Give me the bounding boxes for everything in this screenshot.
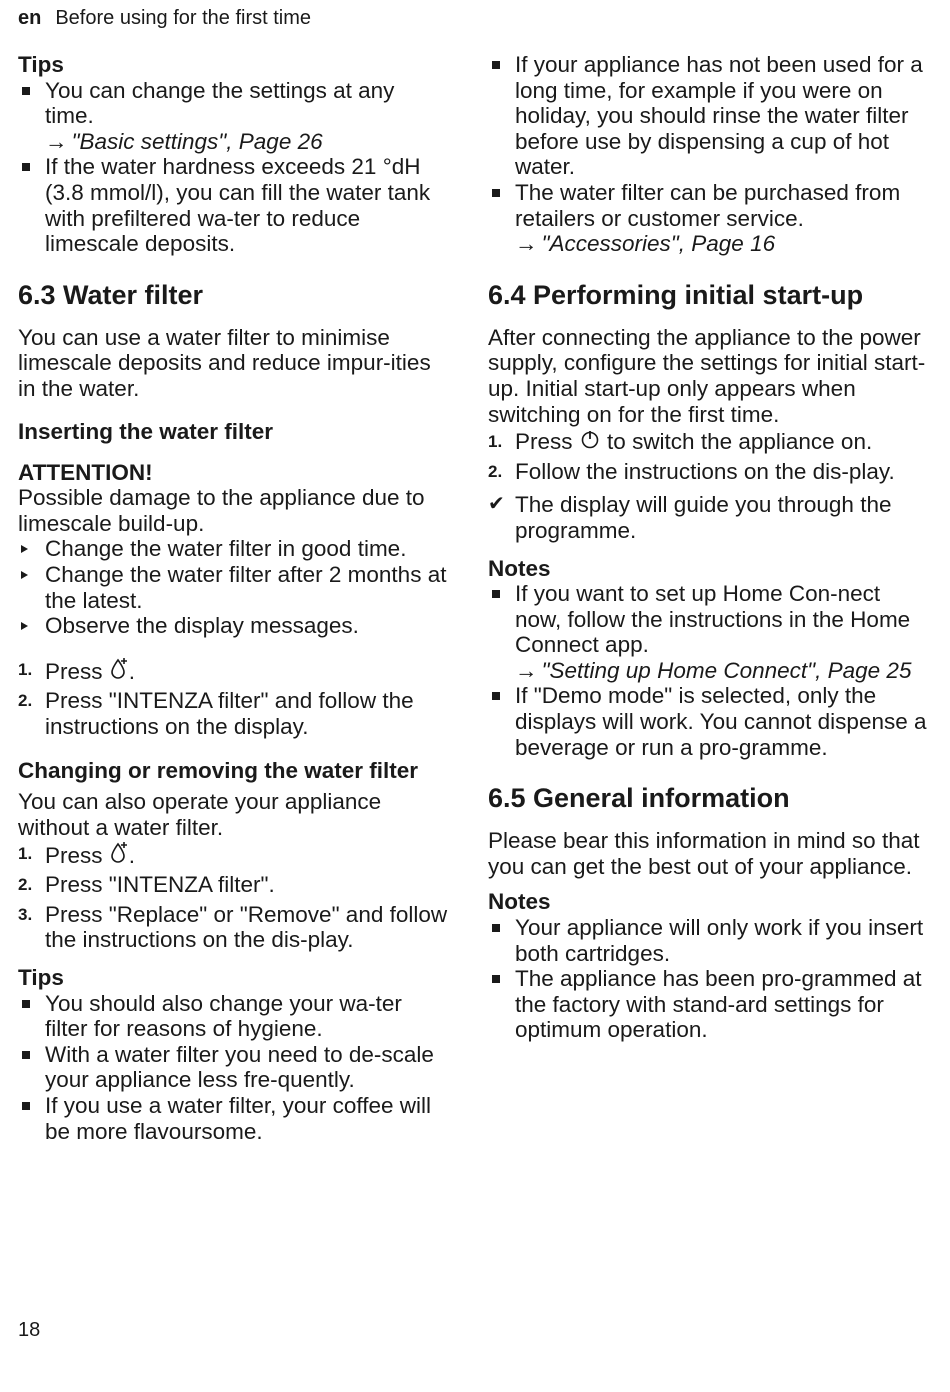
left-column <box>18 52 448 1144</box>
tip-item <box>18 991 448 1042</box>
step-text: Press <box>515 429 573 455</box>
section-title-6-3: 6.3 Water filter <box>18 279 204 310</box>
step-text-end: . <box>128 658 136 684</box>
step-text: Press <box>45 842 103 868</box>
bullet-square-icon <box>492 61 500 69</box>
attention-text: Possible damage to the appliance due to limescale build-up. <box>18 485 425 536</box>
bullet-square-icon <box>22 1102 30 1110</box>
step-text: Press "INTENZA filter" and follow the instructions on the display. <box>45 688 414 739</box>
subsection-title: Changing or removing the water filter <box>18 758 419 784</box>
step-text: Press "Replace" or "Remove" and follow the instructions on the dis-play. <box>45 901 448 953</box>
step-item <box>18 872 448 898</box>
step-number: 1. <box>18 843 33 863</box>
bullet-square-icon <box>492 590 500 598</box>
instruction-item <box>18 562 448 613</box>
step-item <box>18 902 448 953</box>
instruction-item <box>18 536 448 562</box>
bullet-square-icon <box>22 163 30 171</box>
step-item <box>18 688 448 739</box>
section-intro: Please bear this information in mind so that you can get the best out of your appliance. <box>488 828 920 879</box>
step-text-end: . <box>128 842 136 868</box>
cross-reference-text: "Basic settings", Page 26 <box>71 128 323 154</box>
tips-label: Tips <box>18 965 64 991</box>
language-code: en <box>18 7 42 29</box>
tip-text: With a water filter you need to de-scale your appliance less fre-quently. <box>45 1041 434 1093</box>
tip-item <box>18 154 448 256</box>
step-number: 2. <box>18 875 33 895</box>
triangle-bullet-icon <box>21 571 28 579</box>
check-icon: ✔ <box>488 493 505 516</box>
subsection-title: Inserting the water filter <box>18 418 274 444</box>
bullet-item <box>488 52 928 180</box>
bullet-square-icon <box>492 975 500 983</box>
tip-item <box>18 1042 448 1093</box>
bullet-square-icon <box>22 1000 30 1008</box>
triangle-bullet-icon <box>21 622 28 630</box>
step-number: 1. <box>18 659 33 679</box>
cross-reference[interactable] <box>515 658 928 684</box>
step-text: Press <box>45 658 103 684</box>
tip-item <box>18 78 448 155</box>
note-item <box>488 915 928 966</box>
note-text: If you want to set up Home Con-nect now, follow the instructions in the Home Connect app. <box>515 581 911 658</box>
result-text: The display will guide you through the programme. <box>515 492 892 543</box>
bullet-square-icon <box>492 189 500 197</box>
step-text: Press "INTENZA filter". <box>45 872 275 898</box>
instruction-text: Change the water filter after 2 months at the latest. <box>45 561 447 613</box>
bullet-square-icon <box>22 87 30 95</box>
attention-label: ATTENTION! <box>18 459 153 485</box>
page-number: 18 <box>18 1319 41 1341</box>
step-number: 1. <box>488 432 503 452</box>
tip-text: If the water hardness exceeds 21 °dH (3.8 mmol/l), you can fill the water tank with prefiltered wa-ter to reduce limescale deposits. <box>45 154 431 257</box>
note-item <box>488 966 928 1043</box>
bullet-square-icon <box>492 924 500 932</box>
right-column <box>488 52 928 1043</box>
bullet-text: The water filter can be purchased from retailers or customer service. <box>515 179 901 231</box>
bullet-square-icon <box>492 692 500 700</box>
subsection-intro: You can also operate your appliance without a water filter. <box>18 789 382 841</box>
instruction-text: Change the water filter in good time. <box>45 536 407 562</box>
step-item <box>18 841 448 869</box>
notes-label: Notes <box>488 555 551 581</box>
note-text: The appliance has been pro-grammed at the factory with stand-ard settings for optimum operation. <box>515 966 922 1043</box>
tip-item <box>18 1093 448 1144</box>
step-item <box>488 459 928 485</box>
section-intro: You can use a water filter to minimise limescale deposits and reduce impur-ities in the water. <box>18 324 431 401</box>
bullet-square-icon <box>22 1051 30 1059</box>
tip-text: You should also change your wa-ter filter for reasons of hygiene. <box>45 990 402 1042</box>
notes-label: Notes <box>488 889 551 915</box>
step-text: Follow the instructions on the dis-play. <box>515 458 895 484</box>
instruction-item <box>18 613 448 639</box>
tips-label: Tips <box>18 52 64 77</box>
step-item <box>488 429 928 455</box>
tip-text: If you use a water filter, your coffee will be more flavoursome. <box>45 1093 432 1144</box>
tip-text: You can change the settings at any time. <box>45 77 395 129</box>
triangle-bullet-icon <box>21 545 28 553</box>
step-item <box>18 657 448 685</box>
step-number: 3. <box>18 904 33 924</box>
header-title: Before using for the first time <box>55 7 312 29</box>
step-number: 2. <box>18 691 33 711</box>
note-text: Your appliance will only work if you insert both cartridges. <box>515 915 924 966</box>
step-number: 2. <box>488 461 503 481</box>
instruction-text: Observe the display messages. <box>45 613 359 639</box>
bullet-text: If your appliance has not been used for a long time, for example if you were on holiday, you should rinse the water filter before use by dispensing a cup of hot water. <box>515 52 923 180</box>
step-text-end: to switch the appliance on. <box>607 429 873 455</box>
result-item <box>488 492 928 543</box>
arrow-icon: → <box>515 231 538 257</box>
note-text: If "Demo mode" is selected, only the displays will work. You cannot dispense a beverage or run a pro-gramme. <box>515 683 927 760</box>
power-icon <box>580 429 600 449</box>
note-item <box>488 581 928 683</box>
water-filter-icon <box>110 657 128 679</box>
arrow-icon: → <box>515 657 538 683</box>
cross-reference-text: "Accessories", Page 16 <box>541 231 776 257</box>
section-title-6-4: 6.4 Performing initial start-up <box>488 279 864 310</box>
note-item <box>488 683 928 760</box>
page-header <box>18 6 311 30</box>
section-intro: After connecting the appliance to the power supply, configure the settings for initial start-up. Initial start-up only appears when switching on for the first time. <box>488 324 926 427</box>
bullet-item <box>488 180 928 257</box>
water-filter-icon <box>110 841 128 863</box>
cross-reference-text: "Setting up Home Connect", Page 25 <box>541 657 912 683</box>
section-title-6-5: 6.5 General information <box>488 783 790 814</box>
arrow-icon: → <box>45 128 68 154</box>
cross-reference[interactable] <box>515 231 928 257</box>
cross-reference[interactable] <box>45 129 448 155</box>
